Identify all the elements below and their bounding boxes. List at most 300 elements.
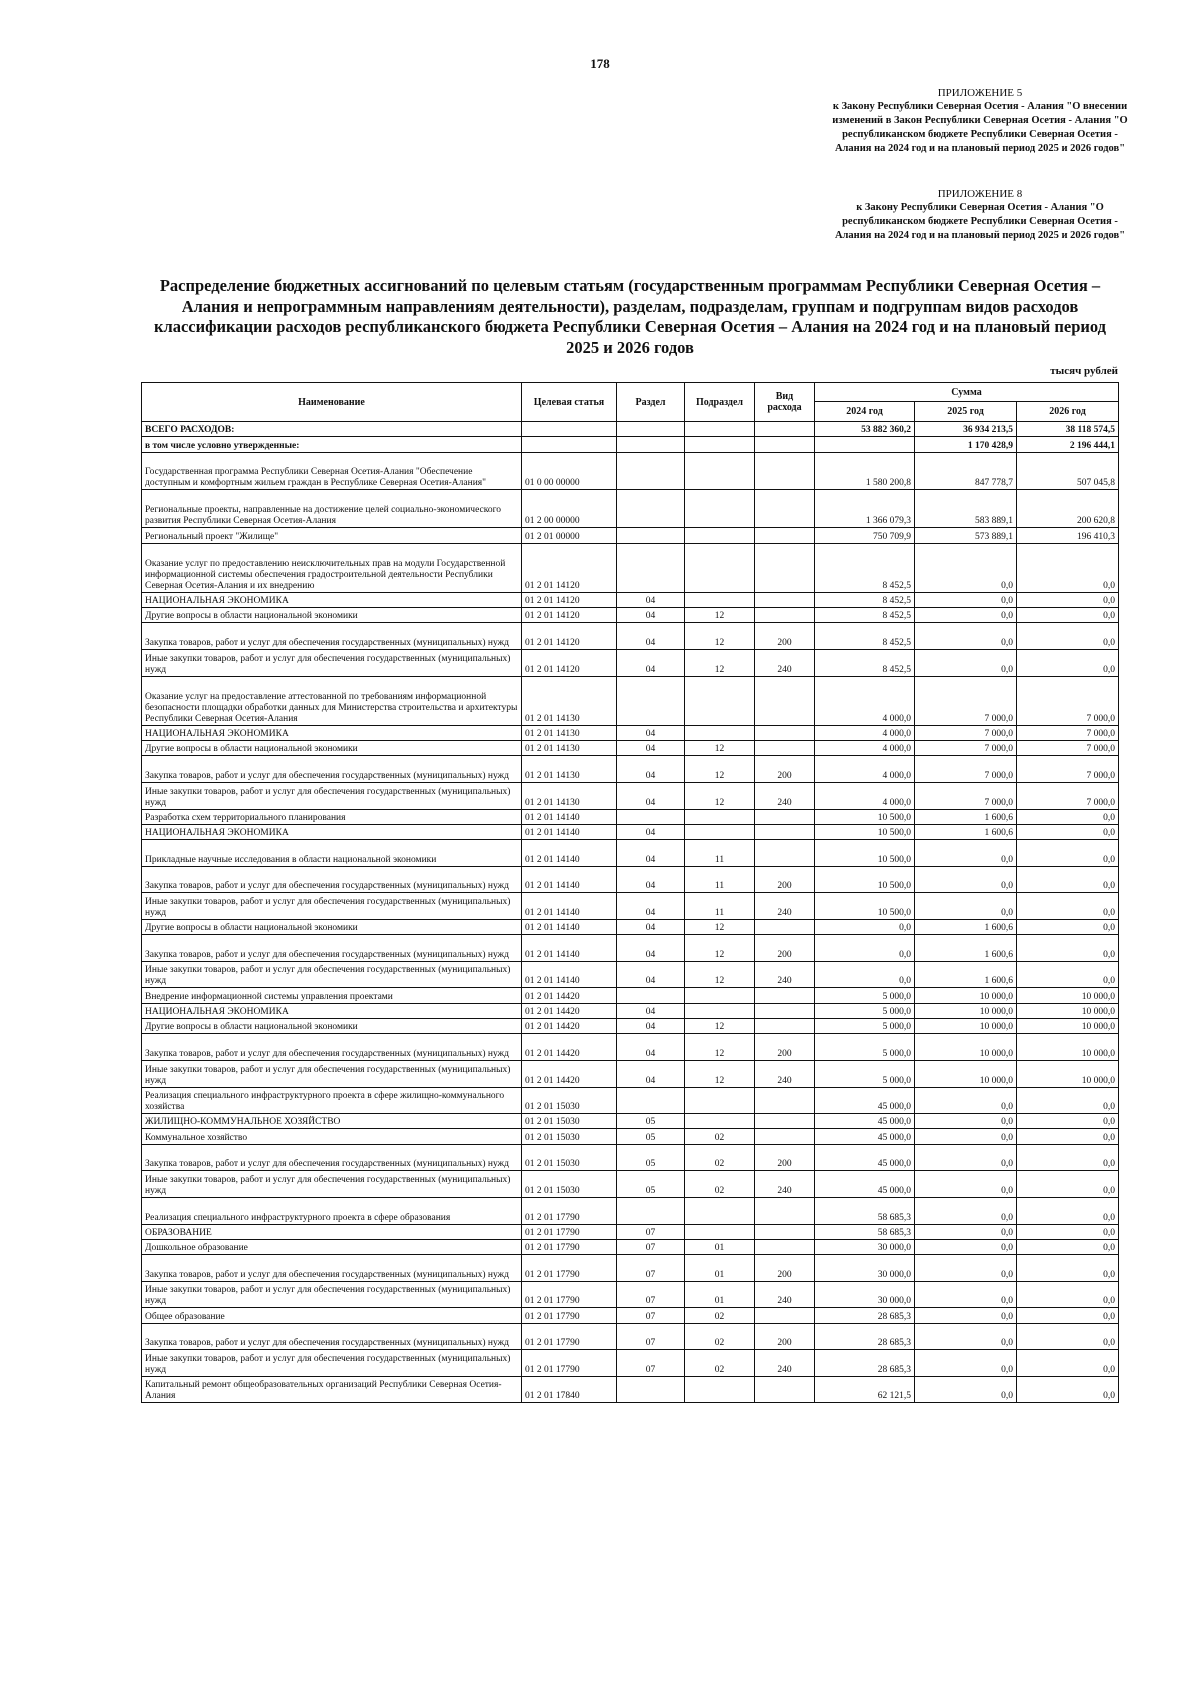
row-target-article [522,437,617,452]
table-row [142,1060,1119,1087]
row-target-article: 01 2 01 15030 [522,1144,617,1171]
row-subsection: 02 [685,1323,755,1350]
row-name: Иные закупки товаров, работ и услуг для обеспечения государственных (муниципальных) нужд [142,1060,522,1087]
appendix-5-text: к Закону Республики Северная Осетия - Алания "О внесении изменений в Закон Республики Северная Осетия - Алания "О республиканском бюджете Республики Северная Осетия - Алания на 2024 год и на плановый период 2025 и 2026 годов" [832,101,1128,154]
row-name: ВСЕГО РАСХОДОВ: [142,422,522,437]
table-row [142,650,1119,677]
row-section: 04 [617,935,685,962]
row-amount-2024 [815,437,915,452]
row-amount-2026: 0,0 [1017,935,1119,962]
table-row [142,1239,1119,1254]
row-section: 04 [617,783,685,810]
row-amount-2026: 0,0 [1017,1376,1119,1403]
row-expense-type [755,1376,815,1403]
row-target-article: 01 2 01 14420 [522,1034,617,1061]
row-amount-2025: 10 000,0 [915,988,1017,1003]
row-amount-2025: 0,0 [915,1350,1017,1377]
row-section: 04 [617,840,685,867]
row-amount-2025: 7 000,0 [915,741,1017,756]
row-amount-2024: 28 685,3 [815,1323,915,1350]
row-amount-2024: 58 685,3 [815,1224,915,1239]
row-subsection [685,437,755,452]
row-name: Реализация специального инфраструктурного проекта в сфере жилищно-коммунального хозяйства [142,1087,522,1114]
row-expense-type [755,490,815,528]
row-subsection: 12 [685,1019,755,1034]
row-section: 05 [617,1114,685,1129]
appendix-8-title: ПРИЛОЖЕНИЕ 8 [937,188,1023,200]
row-expense-type: 240 [755,650,815,677]
row-amount-2026: 7 000,0 [1017,725,1119,740]
row-amount-2024: 1 366 079,3 [815,490,915,528]
row-amount-2024: 0,0 [815,961,915,988]
row-amount-2025: 1 600,6 [915,935,1017,962]
row-amount-2026: 0,0 [1017,543,1119,592]
row-subsection [685,592,755,607]
row-name: Региональный проект "Жилище" [142,528,522,543]
row-amount-2026: 0,0 [1017,1197,1119,1224]
row-expense-type: 200 [755,623,815,650]
row-amount-2026: 0,0 [1017,1114,1119,1129]
row-subsection [685,422,755,437]
table-row [142,1144,1119,1171]
row-amount-2026: 0,0 [1017,840,1119,867]
row-amount-2025: 573 889,1 [915,528,1017,543]
row-amount-2026: 0,0 [1017,1239,1119,1254]
table-row [142,1308,1119,1323]
row-subsection [685,676,755,725]
row-amount-2026: 10 000,0 [1017,1034,1119,1061]
row-section [617,437,685,452]
row-subsection [685,1224,755,1239]
row-section: 04 [617,1003,685,1018]
row-name: Капитальный ремонт общеобразовательных организаций Республики Северная Осетия-Алания [142,1376,522,1403]
row-amount-2026: 7 000,0 [1017,676,1119,725]
row-subsection: 02 [685,1350,755,1377]
row-section: 04 [617,1034,685,1061]
row-target-article: 01 2 01 14420 [522,1003,617,1018]
row-amount-2024: 30 000,0 [815,1239,915,1254]
row-expense-type [755,988,815,1003]
table-row [142,1087,1119,1114]
table-row [142,1350,1119,1377]
row-section [617,528,685,543]
row-expense-type [755,919,815,934]
row-expense-type: 240 [755,783,815,810]
row-amount-2025: 0,0 [915,543,1017,592]
row-section: 04 [617,866,685,893]
header-section: Раздел [617,383,685,422]
table-row [142,783,1119,810]
row-amount-2024: 4 000,0 [815,756,915,783]
row-section: 07 [617,1281,685,1308]
row-subsection: 12 [685,935,755,962]
row-subsection: 12 [685,608,755,623]
appendix-8-block [830,187,1130,243]
row-amount-2025: 0,0 [915,592,1017,607]
table-row [142,1019,1119,1034]
row-section [617,988,685,1003]
row-name: Иные закупки товаров, работ и услуг для обеспечения государственных (муниципальных) нужд [142,893,522,920]
row-expense-type [755,1003,815,1018]
table-row [142,528,1119,543]
row-amount-2024: 8 452,5 [815,608,915,623]
row-expense-type [755,437,815,452]
table-row [142,756,1119,783]
row-expense-type: 240 [755,1060,815,1087]
row-target-article: 01 2 01 14120 [522,608,617,623]
row-expense-type [755,741,815,756]
row-name: Закупка товаров, работ и услуг для обеспечения государственных (муниципальных) нужд [142,1255,522,1282]
row-name: Дошкольное образование [142,1239,522,1254]
row-amount-2024: 8 452,5 [815,543,915,592]
row-name: Разработка схем территориального планирования [142,809,522,824]
row-subsection: 11 [685,866,755,893]
row-amount-2024: 1 580 200,8 [815,452,915,490]
row-section [617,452,685,490]
table-row [142,1281,1119,1308]
row-amount-2026: 0,0 [1017,1087,1119,1114]
row-target-article: 01 2 01 17790 [522,1350,617,1377]
row-amount-2026: 0,0 [1017,1255,1119,1282]
header-2026: 2026 год [1017,402,1119,422]
row-amount-2025: 7 000,0 [915,676,1017,725]
table-row [142,1034,1119,1061]
row-amount-2026: 0,0 [1017,623,1119,650]
row-amount-2024: 45 000,0 [815,1144,915,1171]
header-2025: 2025 год [915,402,1017,422]
row-amount-2024: 8 452,5 [815,650,915,677]
row-amount-2026: 7 000,0 [1017,783,1119,810]
row-amount-2025: 10 000,0 [915,1034,1017,1061]
row-amount-2025: 0,0 [915,840,1017,867]
table-row [142,1224,1119,1239]
row-name: Оказание услуг на предоставление аттестованной по требованиям информационной безопасности площадки обработки данных для Министерства строительства и архитектуры Республики Северная Осетия-Алания [142,676,522,725]
table-row [142,608,1119,623]
row-section: 04 [617,725,685,740]
table-row [142,1197,1119,1224]
row-expense-type: 240 [755,893,815,920]
row-amount-2024: 5 000,0 [815,1003,915,1018]
row-amount-2026: 0,0 [1017,824,1119,839]
row-expense-type [755,1239,815,1254]
row-name: Реализация специального инфраструктурного проекта в сфере образования [142,1197,522,1224]
row-amount-2026: 10 000,0 [1017,1019,1119,1034]
row-target-article: 01 2 01 14140 [522,824,617,839]
row-amount-2025: 1 600,6 [915,809,1017,824]
row-amount-2025: 0,0 [915,1171,1017,1198]
row-target-article: 01 2 01 14140 [522,935,617,962]
row-name: ЖИЛИЩНО-КОММУНАЛЬНОЕ ХОЗЯЙСТВО [142,1114,522,1129]
row-name: Закупка товаров, работ и услуг для обеспечения государственных (муниципальных) нужд [142,1323,522,1350]
row-section: 05 [617,1171,685,1198]
row-target-article: 01 2 01 14120 [522,623,617,650]
row-target-article: 01 2 01 17790 [522,1308,617,1323]
row-amount-2024: 30 000,0 [815,1255,915,1282]
row-name: Закупка товаров, работ и услуг для обеспечения государственных (муниципальных) нужд [142,1144,522,1171]
row-amount-2025: 0,0 [915,1129,1017,1144]
row-target-article: 01 2 01 14130 [522,676,617,725]
row-name: Общее образование [142,1308,522,1323]
row-section: 04 [617,608,685,623]
row-amount-2024: 5 000,0 [815,1034,915,1061]
row-name: Закупка товаров, работ и услуг для обеспечения государственных (муниципальных) нужд [142,866,522,893]
row-amount-2025: 0,0 [915,866,1017,893]
row-subsection [685,1376,755,1403]
row-section: 04 [617,756,685,783]
document-title: Распределение бюджетных ассигнований по целевым статьям (государственным программам Республики Северная Осетия – Алания и непрограммным направлениям деятельности), разделам, подразделам, группам и подгруппам видов расходов классификации расходов республиканского бюджета Республики Северная Осетия – Алания на 2024 год и на плановый период 2025 и 2026 годов [153,276,1107,357]
table-row [142,919,1119,934]
row-subsection [685,725,755,740]
table-row [142,741,1119,756]
table-row [142,676,1119,725]
row-amount-2024: 45 000,0 [815,1171,915,1198]
table-row [142,893,1119,920]
table-row [142,437,1119,452]
row-subsection: 01 [685,1255,755,1282]
row-section: 05 [617,1144,685,1171]
row-target-article: 01 2 01 17790 [522,1255,617,1282]
page-number: 178 [590,56,610,71]
header-sum: Сумма [815,383,1119,402]
row-amount-2025: 0,0 [915,1197,1017,1224]
row-amount-2025: 10 000,0 [915,1019,1017,1034]
row-amount-2026: 0,0 [1017,608,1119,623]
row-amount-2026: 200 620,8 [1017,490,1119,528]
row-subsection: 01 [685,1281,755,1308]
row-target-article: 01 2 01 15030 [522,1087,617,1114]
header-name: Наименование [142,383,522,422]
table-row [142,866,1119,893]
row-amount-2025: 7 000,0 [915,756,1017,783]
row-amount-2025: 7 000,0 [915,783,1017,810]
row-section: 07 [617,1308,685,1323]
row-amount-2025: 0,0 [915,1144,1017,1171]
units-label: тысяч рублей [1050,365,1118,377]
row-section: 04 [617,1019,685,1034]
row-target-article: 01 2 01 17840 [522,1376,617,1403]
row-amount-2026: 0,0 [1017,809,1119,824]
row-subsection: 12 [685,650,755,677]
row-amount-2025: 10 000,0 [915,1003,1017,1018]
row-expense-type: 200 [755,1034,815,1061]
row-amount-2026: 0,0 [1017,1171,1119,1198]
row-amount-2026: 0,0 [1017,1308,1119,1323]
row-subsection [685,528,755,543]
row-subsection: 12 [685,919,755,934]
row-name: Другие вопросы в области национальной экономики [142,919,522,934]
row-expense-type: 200 [755,1144,815,1171]
row-section: 04 [617,961,685,988]
row-section: 07 [617,1255,685,1282]
appendix-5-block [830,86,1130,156]
row-expense-type [755,592,815,607]
row-name: Иные закупки товаров, работ и услуг для обеспечения государственных (муниципальных) нужд [142,1350,522,1377]
row-name: Внедрение информационной системы управления проектами [142,988,522,1003]
row-amount-2024: 5 000,0 [815,988,915,1003]
row-expense-type: 200 [755,756,815,783]
row-amount-2024: 58 685,3 [815,1197,915,1224]
row-target-article: 01 2 01 14130 [522,725,617,740]
row-amount-2024: 5 000,0 [815,1019,915,1034]
row-section: 04 [617,650,685,677]
table-row [142,623,1119,650]
row-amount-2024: 10 500,0 [815,893,915,920]
row-amount-2026: 10 000,0 [1017,1003,1119,1018]
row-target-article: 01 2 01 15030 [522,1129,617,1144]
row-amount-2026: 7 000,0 [1017,741,1119,756]
row-subsection: 11 [685,893,755,920]
row-subsection [685,824,755,839]
appendix-5-title: ПРИЛОЖЕНИЕ 5 [937,87,1023,99]
row-expense-type: 240 [755,1281,815,1308]
row-expense-type: 240 [755,961,815,988]
row-target-article: 01 2 01 17790 [522,1224,617,1239]
row-target-article: 01 2 01 14420 [522,1019,617,1034]
row-name: Прикладные научные исследования в области национальной экономики [142,840,522,867]
row-expense-type [755,725,815,740]
row-expense-type [755,840,815,867]
row-expense-type [755,1224,815,1239]
row-amount-2025: 1 600,6 [915,961,1017,988]
table-row [142,1376,1119,1403]
row-amount-2024: 30 000,0 [815,1281,915,1308]
row-name: НАЦИОНАЛЬНАЯ ЭКОНОМИКА [142,592,522,607]
row-subsection [685,1003,755,1018]
row-expense-type [755,452,815,490]
row-section [617,422,685,437]
row-name: Закупка товаров, работ и услуг для обеспечения государственных (муниципальных) нужд [142,935,522,962]
table-row [142,988,1119,1003]
row-amount-2025: 1 600,6 [915,919,1017,934]
row-target-article: 01 2 01 14140 [522,809,617,824]
row-target-article: 01 2 00 00000 [522,490,617,528]
row-name: НАЦИОНАЛЬНАЯ ЭКОНОМИКА [142,1003,522,1018]
row-amount-2025: 0,0 [915,1114,1017,1129]
row-expense-type: 200 [755,866,815,893]
row-amount-2025: 1 170 428,9 [915,437,1017,452]
row-name: в том числе условно утвержденные: [142,437,522,452]
row-amount-2024: 45 000,0 [815,1129,915,1144]
row-subsection [685,809,755,824]
table-row [142,1171,1119,1198]
row-amount-2026: 196 410,3 [1017,528,1119,543]
row-expense-type [755,809,815,824]
row-target-article: 01 2 01 14140 [522,893,617,920]
row-name: Закупка товаров, работ и услуг для обеспечения государственных (муниципальных) нужд [142,623,522,650]
row-amount-2024: 10 500,0 [815,840,915,867]
row-amount-2024: 4 000,0 [815,676,915,725]
table-row [142,809,1119,824]
row-amount-2026: 0,0 [1017,1144,1119,1171]
row-name: Государственная программа Республики Северная Осетия-Алания "Обеспечение доступным и комфортным жильем граждан в Республике Северная Осетия-Алания" [142,452,522,490]
row-expense-type: 200 [755,1323,815,1350]
row-expense-type [755,824,815,839]
row-target-article: 01 0 00 00000 [522,452,617,490]
row-expense-type [755,1019,815,1034]
table-row [142,452,1119,490]
row-amount-2026: 0,0 [1017,1323,1119,1350]
row-section [617,490,685,528]
row-expense-type [755,528,815,543]
row-amount-2024: 10 500,0 [815,824,915,839]
row-section: 04 [617,893,685,920]
row-amount-2025: 0,0 [915,1087,1017,1114]
row-amount-2026: 10 000,0 [1017,1060,1119,1087]
table-row [142,1323,1119,1350]
row-target-article: 01 2 01 15030 [522,1114,617,1129]
table-row [142,1003,1119,1018]
row-subsection: 01 [685,1239,755,1254]
row-section [617,1197,685,1224]
row-subsection: 12 [685,961,755,988]
table-row [142,840,1119,867]
row-amount-2026: 0,0 [1017,1129,1119,1144]
row-name: Региональные проекты, направленные на достижение целей социально-экономического развития Республики Северная Осетия-Алания [142,490,522,528]
row-expense-type: 240 [755,1350,815,1377]
row-target-article: 01 2 01 14130 [522,756,617,783]
row-amount-2024: 8 452,5 [815,623,915,650]
row-subsection: 12 [685,1034,755,1061]
row-amount-2026: 0,0 [1017,1281,1119,1308]
row-expense-type [755,1114,815,1129]
row-amount-2024: 28 685,3 [815,1350,915,1377]
row-subsection [685,1197,755,1224]
row-amount-2025: 0,0 [915,893,1017,920]
row-expense-type [755,1129,815,1144]
row-amount-2024: 53 882 360,2 [815,422,915,437]
row-amount-2024: 45 000,0 [815,1087,915,1114]
row-section [617,543,685,592]
row-section: 04 [617,741,685,756]
row-subsection: 12 [685,783,755,810]
row-expense-type: 240 [755,1171,815,1198]
row-amount-2025: 0,0 [915,1224,1017,1239]
row-name: Иные закупки товаров, работ и услуг для обеспечения государственных (муниципальных) нужд [142,650,522,677]
row-amount-2026: 507 045,8 [1017,452,1119,490]
row-amount-2024: 8 452,5 [815,592,915,607]
row-name: НАЦИОНАЛЬНАЯ ЭКОНОМИКА [142,725,522,740]
table-row [142,543,1119,592]
header-subsection: Подраздел [685,383,755,422]
row-name: НАЦИОНАЛЬНАЯ ЭКОНОМИКА [142,824,522,839]
row-subsection [685,490,755,528]
row-subsection: 02 [685,1144,755,1171]
row-amount-2025: 0,0 [915,623,1017,650]
row-amount-2026: 0,0 [1017,893,1119,920]
row-subsection [685,1087,755,1114]
row-amount-2025: 0,0 [915,1255,1017,1282]
table-row [142,1114,1119,1129]
row-target-article: 01 2 01 14420 [522,1060,617,1087]
row-target-article: 01 2 01 14120 [522,650,617,677]
row-section: 04 [617,824,685,839]
row-amount-2026: 10 000,0 [1017,988,1119,1003]
row-expense-type [755,1087,815,1114]
row-expense-type [755,1308,815,1323]
row-amount-2025: 0,0 [915,1308,1017,1323]
table-row [142,1255,1119,1282]
row-name: Иные закупки товаров, работ и услуг для обеспечения государственных (муниципальных) нужд [142,783,522,810]
row-target-article: 01 2 01 14140 [522,840,617,867]
row-amount-2024: 4 000,0 [815,783,915,810]
row-amount-2026: 0,0 [1017,650,1119,677]
table-row [142,592,1119,607]
row-amount-2025: 7 000,0 [915,725,1017,740]
row-section: 04 [617,1060,685,1087]
row-expense-type [755,676,815,725]
row-target-article: 01 2 01 14420 [522,988,617,1003]
row-subsection: 12 [685,623,755,650]
